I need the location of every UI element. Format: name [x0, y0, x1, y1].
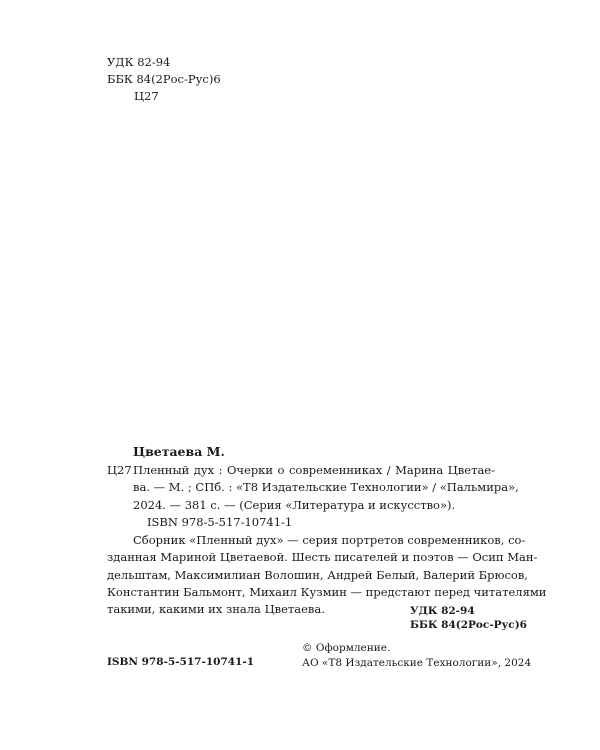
bbk-code: ББК 84(2Рос-Рус)6 — [107, 72, 221, 86]
udk-code: УДК 82-94 — [107, 55, 171, 69]
annotation-line: такими, какими их знала Цветаева. — [107, 602, 325, 617]
bottom-classification-codes — [410, 604, 527, 632]
biblio-line: Пленный дух : Очерки о современниках / Марина Цветае- — [133, 463, 495, 477]
copyright-notice — [302, 641, 532, 671]
annotation-line: дельштам, Максимилиан Волошин, Андрей Белый, Валерий Брюсов, — [107, 567, 528, 582]
author-cutter-mark: Ц27 — [134, 89, 159, 103]
annotation-line: зданная Мариной Цветаевой. Шесть писателей и поэтов — Осип Ман- — [107, 550, 538, 565]
top-classification-codes — [107, 54, 221, 105]
annotation-line: Константин Бальмонт, Михаил Кузмин — предстают перед читателями — [107, 584, 547, 599]
bibliographic-description — [133, 462, 519, 514]
catalog-isbn: ISBN 978-5-517-10741-1 — [147, 515, 293, 529]
biblio-line: 2024. — 381 с. — (Серия «Литература и искусство»). — [133, 497, 456, 512]
copyright-publisher: АО «Т8 Издательские Технологии», 2024 — [302, 657, 532, 669]
catalog-author: Цветаева М. — [133, 444, 225, 459]
copyright-design: © Оформление. — [302, 642, 391, 654]
bottom-bbk-code: ББК 84(2Рос-Рус)6 — [410, 619, 527, 631]
annotation-line: Сборник «Пленный дух» — серия портретов современников, со- — [133, 533, 526, 547]
bottom-udk-code: УДК 82-94 — [410, 605, 475, 617]
bottom-isbn: ISBN 978-5-517-10741-1 — [107, 656, 255, 668]
biblio-line: ва. — М. ; СПб. : «Т8 Издательские Технологии» / «Пальмира», — [133, 480, 519, 495]
catalog-cutter-mark: Ц27 — [107, 463, 132, 477]
